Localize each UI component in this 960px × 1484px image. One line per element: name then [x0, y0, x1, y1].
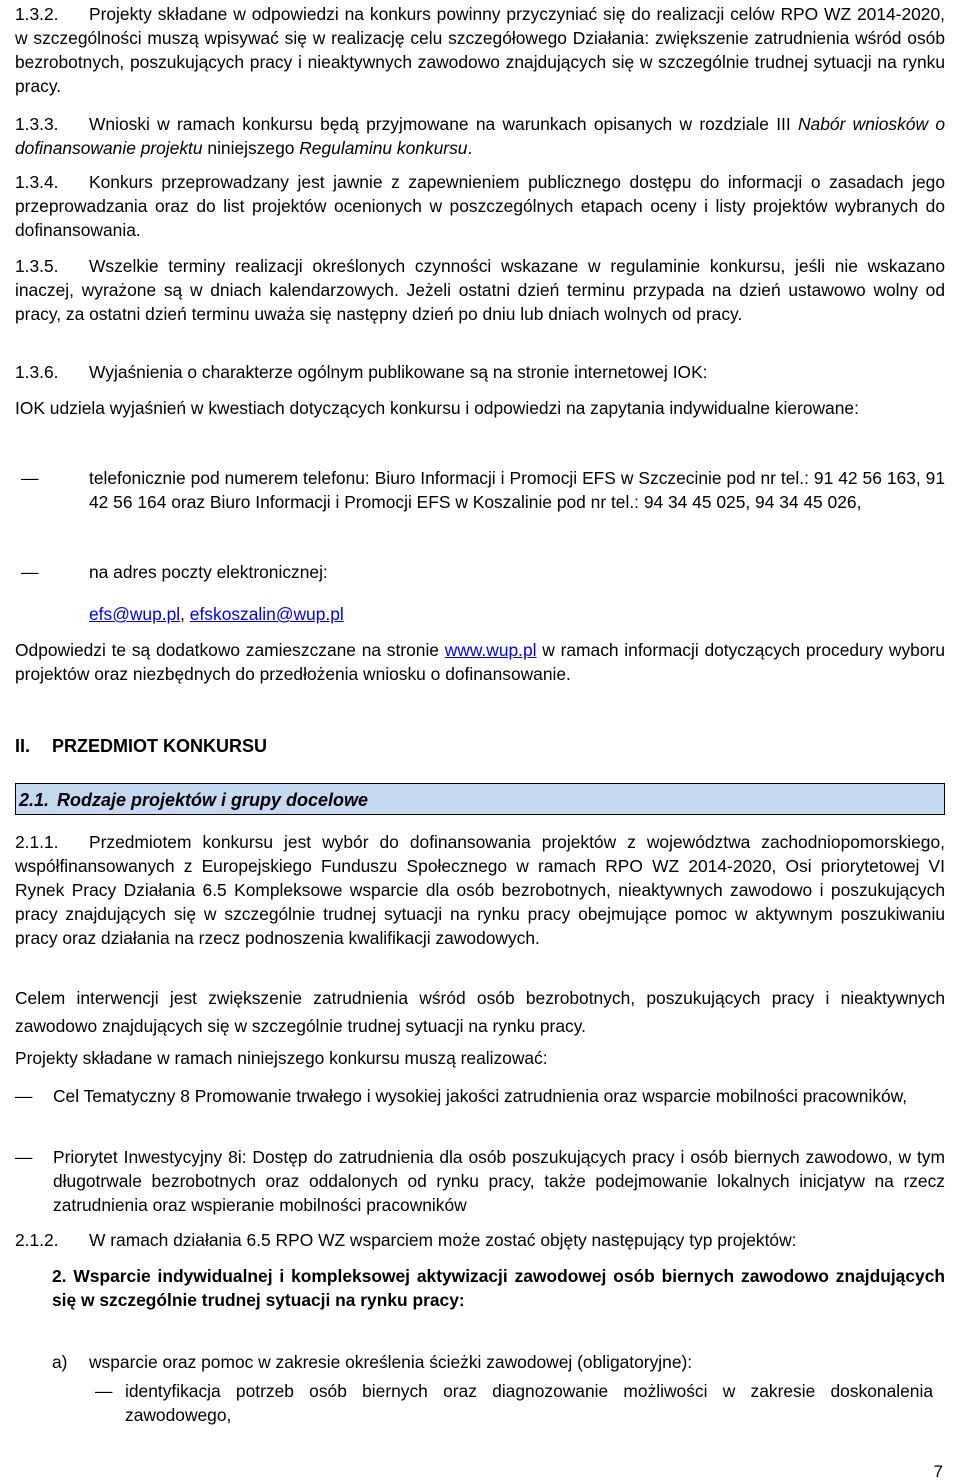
list-item-identification: [15, 1379, 933, 1427]
list-item-text: na adres poczty elektronicznej:: [89, 562, 328, 582]
dash-bullet: —: [21, 562, 39, 582]
section-number: II.: [15, 736, 31, 756]
paragraph-text: Przedmiotem konkursu jest wybór do dofinansowania projektów z województwa zachodniopomorskiego, współfinansowanych z Europejskiego Funduszu Społecznego w ramach RPO WZ 2014-2020, Osi priorytetowej VI Rynek Pracy Działania 6.5 Kompleksowe wsparcie dla osób bezrobotnych, nieaktywnych zawodowo i poszukujących pracy znajdujących się w szczególnie trudnej sytuacji na rynku pracy obejmujące pomoc w aktywnym poszukiwaniu pracy oraz działania na rzecz podnoszenia kwalifikacji zawodowych.: [15, 832, 945, 948]
iok-paragraph: [15, 396, 945, 420]
paragraph-1-3-3: [15, 112, 945, 160]
item-a: [52, 1350, 945, 1374]
answers-paragraph: [15, 638, 945, 686]
dash-bullet: —: [95, 1381, 113, 1401]
paragraph-2-1-1: [15, 830, 945, 950]
email-link-koszalin[interactable]: efskoszalin@wup.pl: [189, 604, 344, 624]
projects-intro: [15, 1046, 945, 1070]
answers-text-cont: w ramach informacji dotyczących procedury wyboru projektów oraz niezbędnych do przedłożenia wniosku o dofinansowanie.: [15, 640, 945, 684]
project-type-2: [52, 1264, 945, 1312]
dash-bullet: —: [15, 1147, 33, 1167]
paragraph-number: 1.3.5.: [15, 256, 59, 276]
section-heading: [15, 734, 267, 758]
list-item-text: identyfikacja potrzeb osób biernych oraz diagnozowanie możliwości w zakresie doskonalenia zawodowego,: [125, 1381, 933, 1425]
website-link[interactable]: www.wup.pl: [444, 640, 537, 660]
paragraph-1-3-2: [15, 2, 945, 98]
paragraph-text: Wnioski w ramach konkursu będą przyjmowane na warunkach opisanych w rozdziale III: [89, 114, 798, 134]
paragraph-2-1-2: [15, 1228, 945, 1252]
section-title: PRZEDMIOT KONKURSU: [52, 736, 267, 756]
project-type-text: 2. Wsparcie indywidualnej i kompleksowej aktywizacji zawodowej osób biernych zawodowo znajdujących się w szczególnie trudnej sytuacji na rynku pracy:: [52, 1266, 945, 1310]
paragraph-1-3-6: [15, 360, 945, 384]
period: .: [467, 138, 473, 158]
paragraph-text: W ramach działania 6.5 RPO WZ wsparciem może zostać objęty następujący typ projektów:: [89, 1230, 797, 1250]
list-item-email: [15, 560, 945, 584]
list-item-thematic-goal: [15, 1084, 945, 1108]
goal-paragraph: [15, 984, 945, 1040]
paragraph-number: 1.3.2.: [15, 4, 59, 24]
paragraph-text-mid: niniejszego: [202, 138, 300, 158]
subsection-title: Rodzaje projektów i grupy docelowe: [57, 790, 369, 810]
paragraph-number: 2.1.2.: [15, 1230, 59, 1250]
projects-intro-text: Projekty składane w ramach niniejszego konkursu muszą realizować:: [15, 1048, 548, 1068]
iok-text: IOK udziela wyjaśnień w kwestiach dotyczących konkursu i odpowiedzi na zapytania indywidualne kierowane:: [15, 398, 859, 418]
subsection-heading-box: [15, 783, 945, 815]
item-letter: a): [52, 1352, 68, 1372]
paragraph-text: Projekty składane w odpowiedzi na konkurs powinny przyczyniać się do realizacji celów RPO WZ 2014-2020, w szczególności muszą wpisywać się w realizację celu szczegółowego Działania: zwiększenie zatrudnienia wśród osób bezrobotnych, poszukujących pracy i nieaktywnych zawodowo znajdujących się w szczególnie trudnej sytuacji na rynku pracy.: [15, 4, 945, 96]
paragraph-1-3-4: [15, 170, 945, 242]
paragraph-text: Konkurs przeprowadzany jest jawnie z zapewnieniem publicznego dostępu do informacji o zasadach jego przeprowadzania oraz do list projektów ocenionych w poszczególnych etapach oceny i listy projektów wybranych do dofinansowania.: [15, 172, 945, 240]
email-links: [89, 602, 949, 626]
list-item-text: Priorytet Inwestycyjny 8i: Dostęp do zatrudnienia dla osób poszukujących pracy i osób biernych zawodowo, w tym długotrwale bezrobotnych oraz oddalonych od rynku pracy, także podejmowanie lokalnych inicjatyw na rzecz zatrudnienia oraz wspieranie mobilności pracowników: [53, 1147, 945, 1215]
list-item-investment-priority: [15, 1145, 945, 1217]
dash-bullet: —: [15, 1086, 33, 1106]
paragraph-number: 1.3.6.: [15, 362, 59, 382]
paragraph-text: Wyjaśnienia o charakterze ogólnym publikowane są na stronie internetowej IOK:: [89, 362, 708, 382]
email-link-efs[interactable]: efs@wup.pl: [89, 604, 181, 624]
paragraph-number: 1.3.3.: [15, 114, 59, 134]
dash-bullet: —: [21, 468, 39, 488]
page-number: 7: [933, 1462, 943, 1481]
paragraph-number: 2.1.1.: [15, 832, 59, 852]
email-separator: ,: [180, 604, 190, 624]
subsection-number: 2.1.: [19, 790, 50, 810]
list-item-phone: [15, 466, 945, 514]
paragraph-1-3-5: [15, 254, 945, 326]
goal-text: Celem interwencji jest zwiększenie zatrudnienia wśród osób bezrobotnych, poszukujących pracy i nieaktywnych zawodowo znajdujących się w szczególnie trudnej sytuacji na rynku pracy.: [15, 988, 945, 1036]
list-item-text: telefonicznie pod numerem telefonu: Biuro Informacji i Promocji EFS w Szczecinie pod nr tel.: 91 42 56 163, 91 42 56 164 oraz Biuro Informacji i Promocji EFS w Koszalinie pod nr tel.: 94 34 45 025, 94 34 45 026,: [89, 468, 945, 512]
answers-text: Odpowiedzi te są dodatkowo zamieszczane na stronie: [15, 640, 445, 660]
chapter-reference: Nabór wniosków o dofinansowanie projektu: [15, 114, 946, 158]
regulation-reference: Regulaminu konkursu: [299, 138, 468, 158]
item-text: wsparcie oraz pomoc w zakresie określenia ścieżki zawodowej (obligatoryjne):: [89, 1352, 693, 1372]
paragraph-number: 1.3.4.: [15, 172, 59, 192]
list-item-text: Cel Tematyczny 8 Promowanie trwałego i wysokiej jakości zatrudnienia oraz wsparcie mobilności pracowników,: [53, 1086, 908, 1106]
paragraph-text: Wszelkie terminy realizacji określonych czynności wskazane w regulaminie konkursu, jeśli nie wskazano inaczej, wyrażone są w dniach kalendarzowych. Jeżeli ostatni dzień terminu przypada na dzień ustawowo wolny od pracy, za ostatni dzień terminu uważa się następny dzień po dniu lub dniach wolnych od pracy.: [15, 256, 945, 324]
